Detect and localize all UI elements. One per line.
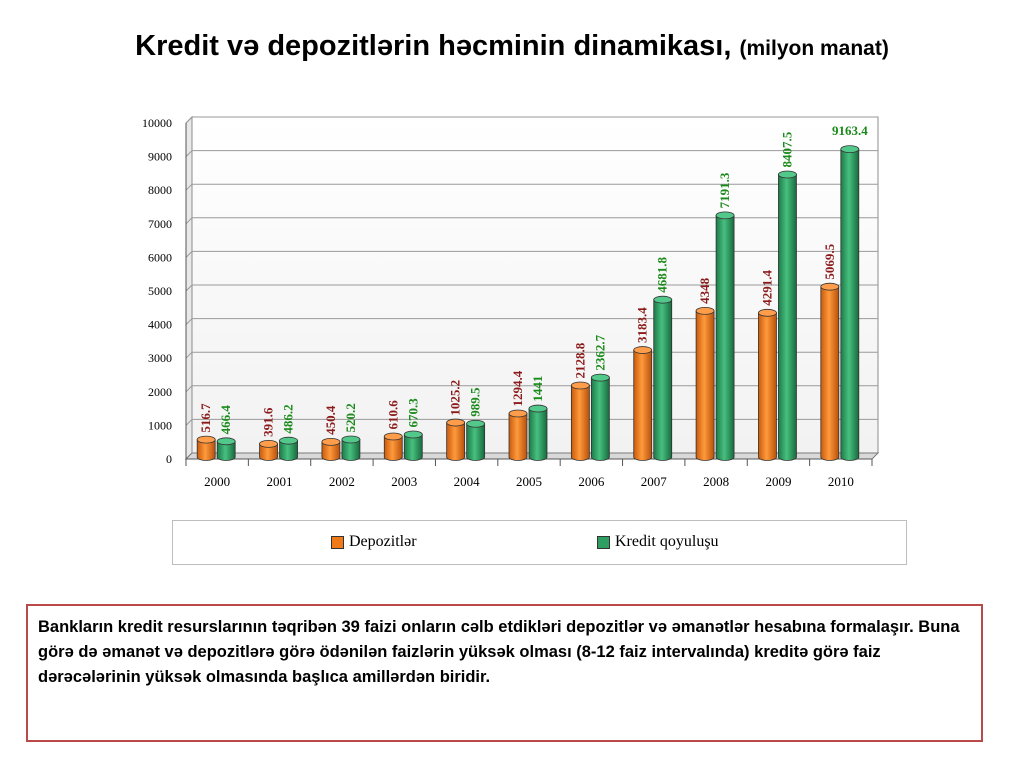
legend-item-kredit (597, 533, 719, 551)
x-tick-label: 2003 (391, 474, 418, 489)
data-label-depozitler: 391.6 (260, 407, 276, 437)
bar-body (654, 300, 672, 461)
x-tick-label: 2004 (453, 474, 480, 489)
bar-body (696, 311, 714, 461)
bar-body (778, 175, 796, 461)
data-label-kredit: 9163.4 (831, 123, 868, 139)
bar-top (447, 419, 465, 426)
bar-depozitler (384, 433, 402, 461)
bar-body (447, 423, 465, 461)
x-tick-label: 2002 (328, 474, 355, 489)
y-tick-label: 1000 (148, 418, 172, 433)
data-label-depozitler: 1294.4 (510, 370, 525, 407)
bar-body (467, 424, 485, 461)
chart-legend (172, 520, 907, 565)
bar-body (509, 414, 527, 461)
data-label-kredit: 2362.7 (592, 334, 608, 371)
bar-depozitler (571, 382, 589, 461)
bar-kredit (529, 405, 547, 460)
bar-kredit (280, 437, 298, 460)
data-label-depozitler: 4348 (697, 277, 713, 304)
x-tick-label: 2009 (765, 474, 792, 489)
legend-label-kredit: Kredit qoyuluşu (615, 533, 719, 550)
bar-body (634, 350, 652, 460)
data-label-kredit: 4681.8 (654, 256, 670, 293)
data-label-kredit: 989.5 (467, 387, 483, 417)
bar-top (529, 405, 547, 412)
y-tick-label: 5000 (148, 284, 172, 298)
bar-depozitler (260, 440, 278, 460)
x-tick-label: 2007 (640, 474, 667, 489)
bar-top (758, 309, 776, 316)
legend-swatch-kredit (597, 536, 610, 549)
legend-swatch-depozitler (331, 536, 344, 549)
bar-kredit (217, 438, 235, 461)
bar-top (197, 436, 215, 443)
data-label-kredit: 520.2 (342, 403, 358, 433)
bar-kredit (591, 374, 609, 460)
x-tick-label: 2010 (827, 474, 854, 489)
bar-kredit (342, 436, 360, 460)
bar-depozitler (447, 419, 465, 460)
bar-top (384, 433, 402, 440)
bar-top (467, 420, 485, 427)
legend-item-depozitler (331, 533, 417, 551)
y-tick-label: 2000 (148, 384, 172, 399)
bar-kredit (404, 431, 422, 461)
bar-top (280, 437, 298, 444)
legend-label-depozitler: Depozitlər (349, 533, 417, 550)
bar-top (778, 171, 796, 178)
bar-kredit (716, 212, 734, 461)
y-tick-label: 7000 (148, 216, 172, 231)
data-label-depozitler: 516.7 (198, 403, 214, 433)
y-tick-label: 10000 (142, 116, 172, 130)
data-label-depozitler: 3183.4 (634, 307, 650, 344)
bar-depozitler (634, 347, 652, 461)
note-box (26, 604, 983, 742)
bar-body (571, 385, 589, 460)
bar-depozitler (322, 438, 340, 460)
bar-top (696, 307, 714, 314)
data-label-kredit: 8407.5 (779, 131, 795, 168)
title-main: Kredit və depozitlərin həcminin dinamikası, (135, 30, 732, 62)
bar-body (529, 409, 547, 461)
y-tick-label: 4000 (148, 317, 172, 332)
bar-kredit (654, 296, 672, 460)
bar-top (841, 146, 859, 153)
bar-top (591, 374, 609, 381)
bar-top (654, 296, 672, 303)
bar-top (634, 347, 652, 354)
x-tick-label: 2001 (266, 474, 293, 489)
bar-body (841, 149, 859, 460)
y-tick-label: 8000 (148, 183, 172, 198)
bar-top (509, 410, 527, 417)
bar-body (821, 287, 839, 461)
bar-body (758, 313, 776, 461)
x-tick-label: 2006 (578, 474, 605, 489)
bar-depozitler (696, 307, 714, 460)
x-tick-label: 2005 (516, 474, 542, 489)
bar-depozitler (821, 283, 839, 460)
data-label-kredit: 7191.3 (717, 172, 733, 209)
bar-kredit (467, 420, 485, 460)
data-label-depozitler: 2128.8 (572, 342, 588, 379)
bar-kredit (778, 171, 796, 460)
bar-kredit (841, 146, 859, 461)
bar-depozitler (758, 309, 776, 460)
data-label-depozitler: 1025.2 (447, 379, 463, 416)
note-text: Bankların kredit resurslarının təqribən 39 faizi onların cəlb etdikləri depozitlər və əmanətlər hesabına formalaşır. Buna görə də əmanət və depozitlərə görə ödənilən faizlərin yüksək olması (8-12 faiz intervalında) kreditə görə faiz dərəcələrinin yüksək olmasında başlıca amillərdən biridir. (38, 618, 960, 686)
data-label-depozitler: 450.4 (322, 405, 338, 435)
data-label-kredit: 466.4 (218, 405, 234, 435)
bar-top (217, 438, 235, 445)
bar-top (571, 382, 589, 389)
bar-top (260, 440, 278, 447)
bar-top (342, 436, 360, 443)
data-label-kredit: 1441 (530, 375, 545, 402)
data-label-depozitler: 4291.4 (759, 270, 775, 306)
bar-depozitler (509, 410, 527, 460)
data-label-kredit: 670.3 (405, 398, 421, 428)
bar-top (322, 438, 340, 445)
bar-body (591, 378, 609, 461)
bar-top (716, 212, 734, 219)
y-tick-label: 3000 (148, 351, 172, 366)
y-tick-label: 6000 (148, 250, 172, 265)
x-tick-label: 2008 (703, 474, 730, 489)
bar-top (404, 431, 422, 438)
title-unit: (milyon manat) (739, 37, 889, 60)
data-label-depozitler: 5069.5 (821, 243, 837, 280)
data-label-depozitler: 610.6 (385, 400, 401, 430)
bar-top (821, 283, 839, 290)
bar-body (716, 215, 734, 460)
bar-body (404, 434, 422, 460)
x-tick-label: 2000 (204, 474, 231, 489)
data-label-kredit: 486.2 (280, 404, 296, 434)
y-tick-label: 9000 (148, 149, 172, 164)
bar-depozitler (197, 436, 215, 460)
y-tick-label: 0 (166, 452, 172, 466)
